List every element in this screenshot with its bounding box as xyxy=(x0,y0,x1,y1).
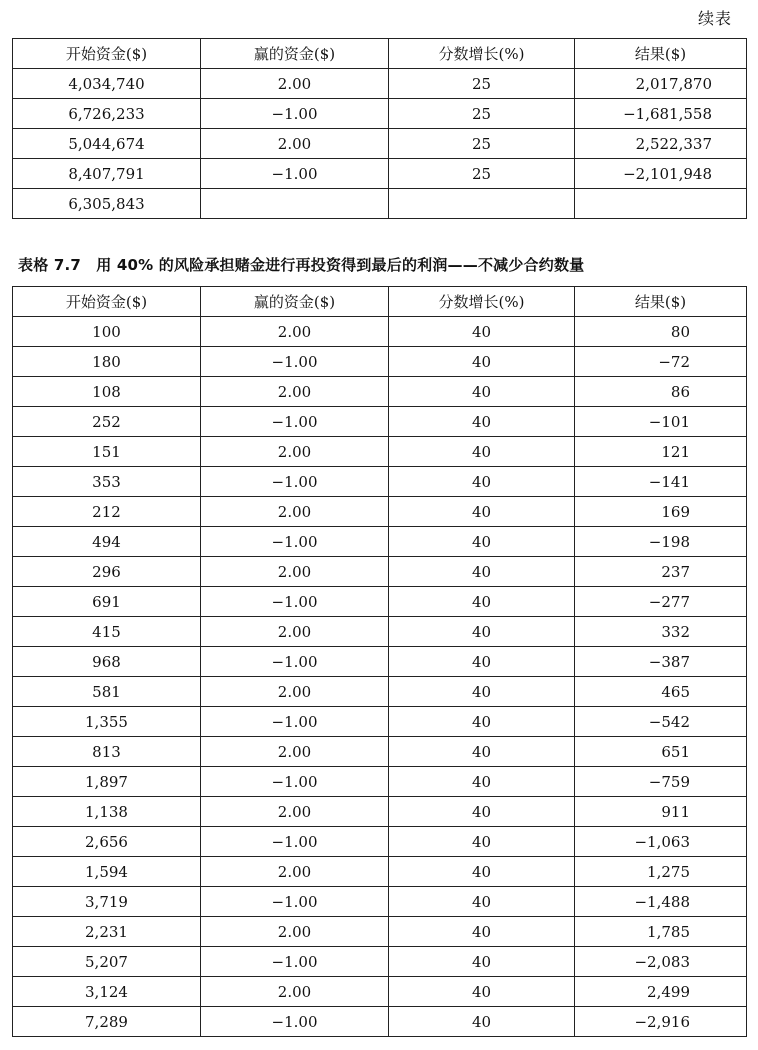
table-row xyxy=(13,497,747,527)
header-fraction-growth: 分数增长(%) xyxy=(389,287,575,317)
header-win-amount: 赢的资金($) xyxy=(201,287,389,317)
table-row xyxy=(13,587,747,617)
cell-result: 1,785 xyxy=(575,917,747,947)
table-row xyxy=(13,887,747,917)
cell-fraction-growth: 40 xyxy=(389,587,575,617)
cell-result: −1,063 xyxy=(575,827,747,857)
cell-start-capital: 968 xyxy=(13,647,201,677)
cell-start-capital: 813 xyxy=(13,737,201,767)
table-row xyxy=(13,797,747,827)
table-row xyxy=(13,557,747,587)
cell-win-amount: 2.00 xyxy=(201,437,389,467)
table-row xyxy=(13,977,747,1007)
cell-result: −542 xyxy=(575,707,747,737)
table-row xyxy=(13,159,747,189)
table-body xyxy=(13,317,747,1037)
cell-fraction-growth: 40 xyxy=(389,347,575,377)
cell-start-capital: 415 xyxy=(13,617,201,647)
cell-result: 86 xyxy=(575,377,747,407)
cell-win-amount: 2.00 xyxy=(201,737,389,767)
cell-result: 80 xyxy=(575,317,747,347)
cell-win-amount: −1.00 xyxy=(201,707,389,737)
cell-win-amount: −1.00 xyxy=(201,647,389,677)
cell-fraction-growth: 40 xyxy=(389,377,575,407)
cell-start-capital: 212 xyxy=(13,497,201,527)
cell-win-amount: −1.00 xyxy=(201,159,389,189)
cell-fraction-growth: 40 xyxy=(389,467,575,497)
cell-result: −759 xyxy=(575,767,747,797)
table-row xyxy=(13,377,747,407)
table-caption: 表格 7.7 用 40% 的风险承担赌金进行再投资得到最后的利润——不减少合约数量 xyxy=(18,256,585,274)
table-row xyxy=(13,767,747,797)
cell-win-amount: 2.00 xyxy=(201,857,389,887)
cell-fraction-growth: 40 xyxy=(389,647,575,677)
table-row xyxy=(13,99,747,129)
cell-fraction-growth: 40 xyxy=(389,947,575,977)
table-row xyxy=(13,527,747,557)
header-start-capital: 开始资金($) xyxy=(13,287,201,317)
table-row xyxy=(13,437,747,467)
cell-fraction-growth: 40 xyxy=(389,617,575,647)
cell-win-amount: −1.00 xyxy=(201,1007,389,1037)
cell-result: 169 xyxy=(575,497,747,527)
cell-win-amount: −1.00 xyxy=(201,767,389,797)
cell-result: 2,499 xyxy=(575,977,747,1007)
cell-start-capital: 4,034,740 xyxy=(13,69,201,99)
cell-fraction-growth: 40 xyxy=(389,767,575,797)
cell-win-amount: 2.00 xyxy=(201,69,389,99)
cell-start-capital: 151 xyxy=(13,437,201,467)
cell-fraction-growth: 40 xyxy=(389,977,575,1007)
table-header-row xyxy=(13,287,747,317)
cell-fraction-growth: 40 xyxy=(389,857,575,887)
table-continued xyxy=(12,38,747,219)
cell-fraction-growth: 40 xyxy=(389,677,575,707)
cell-win-amount: −1.00 xyxy=(201,407,389,437)
cell-fraction-growth: 40 xyxy=(389,437,575,467)
table-row xyxy=(13,129,747,159)
cell-start-capital: 6,726,233 xyxy=(13,99,201,129)
cell-fraction-growth: 40 xyxy=(389,827,575,857)
cell-win-amount xyxy=(201,189,389,219)
cell-start-capital: 691 xyxy=(13,587,201,617)
cell-fraction-growth: 40 xyxy=(389,887,575,917)
cell-start-capital: 5,044,674 xyxy=(13,129,201,159)
cell-start-capital: 353 xyxy=(13,467,201,497)
cell-win-amount: −1.00 xyxy=(201,827,389,857)
cell-start-capital: 2,231 xyxy=(13,917,201,947)
cell-fraction-growth: 40 xyxy=(389,737,575,767)
cell-result: 911 xyxy=(575,797,747,827)
cell-win-amount: −1.00 xyxy=(201,467,389,497)
cell-start-capital: 3,719 xyxy=(13,887,201,917)
continued-label: 续表 xyxy=(697,9,732,28)
table-row xyxy=(13,189,747,219)
cell-win-amount: −1.00 xyxy=(201,99,389,129)
cell-result: 2,017,870 xyxy=(575,69,747,99)
cell-start-capital: 252 xyxy=(13,407,201,437)
table-row xyxy=(13,917,747,947)
cell-fraction-growth: 40 xyxy=(389,797,575,827)
cell-start-capital: 494 xyxy=(13,527,201,557)
table-row xyxy=(13,857,747,887)
table-7-7 xyxy=(12,286,747,1037)
cell-fraction-growth: 40 xyxy=(389,707,575,737)
cell-win-amount: 2.00 xyxy=(201,677,389,707)
cell-win-amount: 2.00 xyxy=(201,377,389,407)
cell-start-capital: 5,207 xyxy=(13,947,201,977)
table-row xyxy=(13,947,747,977)
cell-result: −2,101,948 xyxy=(575,159,747,189)
header-result: 结果($) xyxy=(575,39,747,69)
cell-start-capital: 3,124 xyxy=(13,977,201,1007)
table-body xyxy=(13,69,747,219)
cell-result: 237 xyxy=(575,557,747,587)
header-start-capital: 开始资金($) xyxy=(13,39,201,69)
cell-fraction-growth: 40 xyxy=(389,1007,575,1037)
header-result: 结果($) xyxy=(575,287,747,317)
table-row xyxy=(13,827,747,857)
cell-result: 1,275 xyxy=(575,857,747,887)
cell-fraction-growth: 25 xyxy=(389,129,575,159)
cell-win-amount: 2.00 xyxy=(201,797,389,827)
cell-fraction-growth xyxy=(389,189,575,219)
cell-win-amount: −1.00 xyxy=(201,587,389,617)
cell-start-capital: 6,305,843 xyxy=(13,189,201,219)
cell-win-amount: −1.00 xyxy=(201,347,389,377)
cell-win-amount: 2.00 xyxy=(201,317,389,347)
table-row xyxy=(13,1007,747,1037)
cell-fraction-growth: 40 xyxy=(389,497,575,527)
table-row xyxy=(13,737,747,767)
cell-win-amount: −1.00 xyxy=(201,887,389,917)
table-row xyxy=(13,467,747,497)
cell-fraction-growth: 25 xyxy=(389,99,575,129)
cell-start-capital: 1,138 xyxy=(13,797,201,827)
cell-win-amount: −1.00 xyxy=(201,527,389,557)
cell-start-capital: 296 xyxy=(13,557,201,587)
cell-result: −277 xyxy=(575,587,747,617)
table-row xyxy=(13,407,747,437)
cell-fraction-growth: 25 xyxy=(389,69,575,99)
table-row xyxy=(13,347,747,377)
cell-result: 651 xyxy=(575,737,747,767)
cell-win-amount: 2.00 xyxy=(201,917,389,947)
table-row xyxy=(13,617,747,647)
cell-result: 465 xyxy=(575,677,747,707)
cell-start-capital: 100 xyxy=(13,317,201,347)
cell-win-amount: 2.00 xyxy=(201,977,389,1007)
cell-result xyxy=(575,189,747,219)
cell-start-capital: 7,289 xyxy=(13,1007,201,1037)
cell-fraction-growth: 40 xyxy=(389,407,575,437)
table-row xyxy=(13,707,747,737)
cell-start-capital: 8,407,791 xyxy=(13,159,201,189)
cell-result: −1,488 xyxy=(575,887,747,917)
cell-start-capital: 1,897 xyxy=(13,767,201,797)
cell-win-amount: 2.00 xyxy=(201,557,389,587)
table-header-row xyxy=(13,39,747,69)
cell-result: −72 xyxy=(575,347,747,377)
cell-fraction-growth: 25 xyxy=(389,159,575,189)
cell-fraction-growth: 40 xyxy=(389,317,575,347)
cell-start-capital: 180 xyxy=(13,347,201,377)
table-row xyxy=(13,69,747,99)
cell-win-amount: −1.00 xyxy=(201,947,389,977)
cell-win-amount: 2.00 xyxy=(201,497,389,527)
cell-start-capital: 108 xyxy=(13,377,201,407)
cell-result: −387 xyxy=(575,647,747,677)
cell-result: −2,083 xyxy=(575,947,747,977)
table-row xyxy=(13,647,747,677)
cell-result: −198 xyxy=(575,527,747,557)
cell-result: 332 xyxy=(575,617,747,647)
cell-result: 2,522,337 xyxy=(575,129,747,159)
cell-start-capital: 1,594 xyxy=(13,857,201,887)
cell-win-amount: 2.00 xyxy=(201,129,389,159)
cell-fraction-growth: 40 xyxy=(389,557,575,587)
header-fraction-growth: 分数增长(%) xyxy=(389,39,575,69)
cell-result: −101 xyxy=(575,407,747,437)
cell-result: 121 xyxy=(575,437,747,467)
cell-start-capital: 581 xyxy=(13,677,201,707)
cell-start-capital: 2,656 xyxy=(13,827,201,857)
cell-fraction-growth: 40 xyxy=(389,917,575,947)
header-win-amount: 赢的资金($) xyxy=(201,39,389,69)
table-row xyxy=(13,317,747,347)
cell-result: −2,916 xyxy=(575,1007,747,1037)
table-row xyxy=(13,677,747,707)
cell-fraction-growth: 40 xyxy=(389,527,575,557)
cell-win-amount: 2.00 xyxy=(201,617,389,647)
cell-result: −141 xyxy=(575,467,747,497)
cell-start-capital: 1,355 xyxy=(13,707,201,737)
cell-result: −1,681,558 xyxy=(575,99,747,129)
